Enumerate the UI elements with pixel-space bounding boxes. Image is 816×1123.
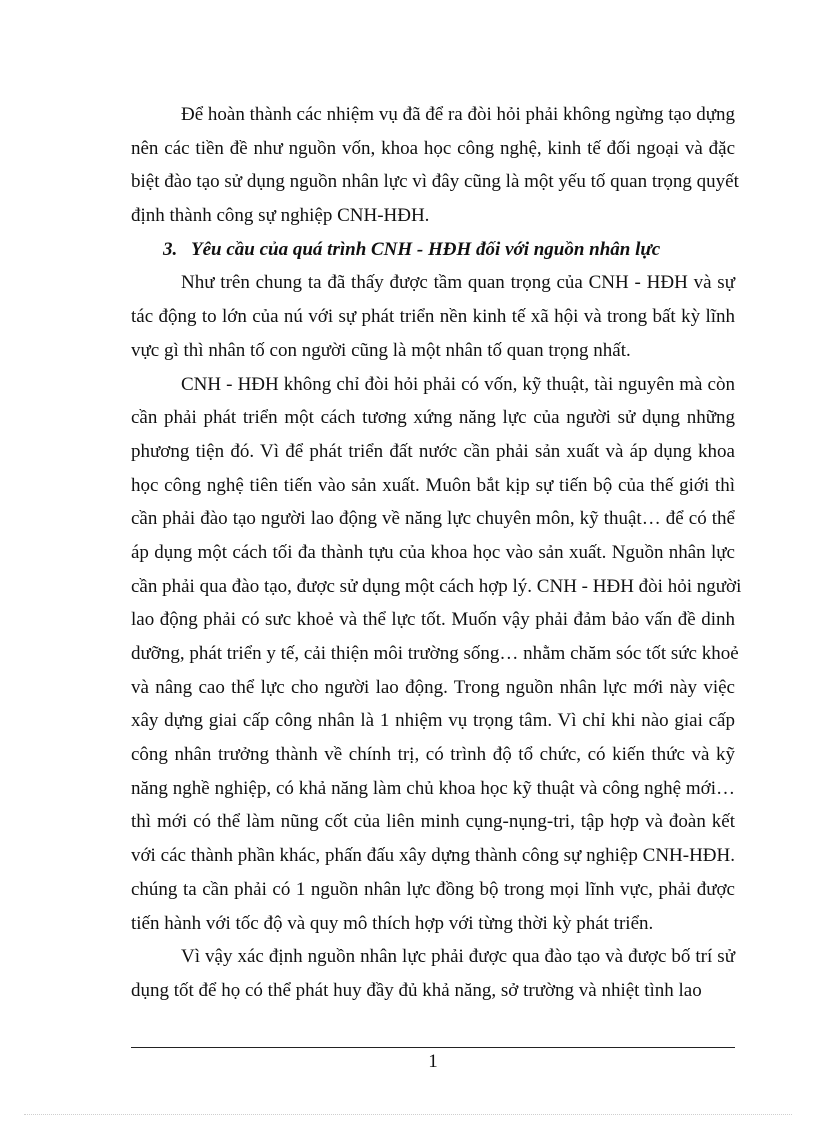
page-number: 1 [428,1051,438,1072]
text-line: cần phải đào tạo người lao động về năng lực chuyên môn, kỹ thuật… để có thể [131,508,735,530]
page-boundary [24,1114,792,1115]
paragraph [131,98,739,233]
paragraph [131,940,735,1007]
paragraph [131,368,742,941]
footer-divider [131,1047,735,1048]
text-line: Để hoàn thành các nhiệm vụ đã để ra đòi hỏi phải không ngừng tạo dựng [181,104,736,125]
text-line: và nâng cao thể lực cho người lao động. Trong nguồn nhân lực mới này việc [131,676,735,698]
text-line: vực gì thì nhân tố con người cũng là một nhân tố quan trọng nhất. [131,339,631,361]
text-line: cần phải phát triển một cách tương xứng năng lực của người sử dụng những [131,407,735,429]
text-line: nên các tiền đề như nguồn vốn, khoa học công nghệ, kinh tế đối ngoại và đặc [131,137,735,159]
section-number: 3. [163,238,178,260]
text-line: dưỡng, phát triển y tế, cải thiện môi trường sống… nhằm chăm sóc tốt sức khoẻ [131,643,739,664]
page-body [131,98,742,1008]
text-line: áp dụng một cách tối đa thành tựu của khoa học vào sản xuất. Nguồn nhân lực [131,541,735,563]
text-line: dụng tốt để họ có thể phát huy đầy đủ khả năng, sở trường và nhiệt tình lao [131,979,702,1001]
text-line: Như trên chung ta đã thấy được tầm quan trọng của CNH - HĐH và sự [181,272,735,294]
text-line: lao động phải có sưc khoẻ và thể lực tốt. Muốn vậy phải đảm bảo vấn đề dinh [131,609,735,631]
text-line: năng nghề nghiệp, có khả năng làm chủ khoa học kỹ thuật và công nghệ mới… [131,777,735,799]
text-line: phương tiện đó. Vì để phát triển đất nước cần phải sản xuất và áp dụng khoa [131,440,735,462]
text-line: chúng ta cần phải có 1 nguồn nhân lực đồng bộ trong mọi lĩnh vực, phải được [131,878,735,900]
section-title: Yêu cầu của quá trình CNH - HĐH đối với nguồn nhân lực [191,238,661,260]
text-line: thì mới có thể làm nũng cốt của liên minh cụng-nụng-tri, tập hợp và đoàn kết [131,811,735,833]
paragraph [131,266,735,367]
text-line: CNH - HĐH không chỉ đòi hỏi phải có vốn, kỹ thuật, tài nguyên mà còn [181,373,735,395]
text-line: tiến hành với tốc độ và quy mô thích hợp với từng thời kỳ phát triển. [131,912,654,934]
text-line: cần phải qua đào tạo, được sử dụng một cách hợp lý. CNH - HĐH đòi hỏi người [131,575,742,597]
text-line: học công nghệ tiên tiến vào sản xuất. Muôn bắt kịp sự tiến bộ của thế giới thì [131,474,735,496]
text-line: định thành công sự nghiệp CNH-HĐH. [131,205,430,227]
text-line: Vì vậy xác định nguồn nhân lực phải được qua đào tạo và được bố trí sử [181,946,735,968]
section-heading [131,233,735,267]
text-line: tác động to lớn của nú với sự phát triển nền kinh tế xã hội và trong bất kỳ lĩnh [131,306,735,328]
text-line: với các thành phần khác, phấn đấu xây dựng thành công sự nghiệp CNH-HĐH. [131,845,735,867]
text-line: biệt đào tạo sử dụng nguồn nhân lực vì đây cũng là một yếu tố quan trọng quyết [131,171,739,193]
text-line: xây dựng giai cấp công nhân là 1 nhiệm vụ trọng tâm. Vì chỉ khi nào giai cấp [131,710,735,732]
text-line: công nhân trưởng thành về chính trị, có trình độ tổ chức, có kiến thức và kỹ [131,744,735,766]
